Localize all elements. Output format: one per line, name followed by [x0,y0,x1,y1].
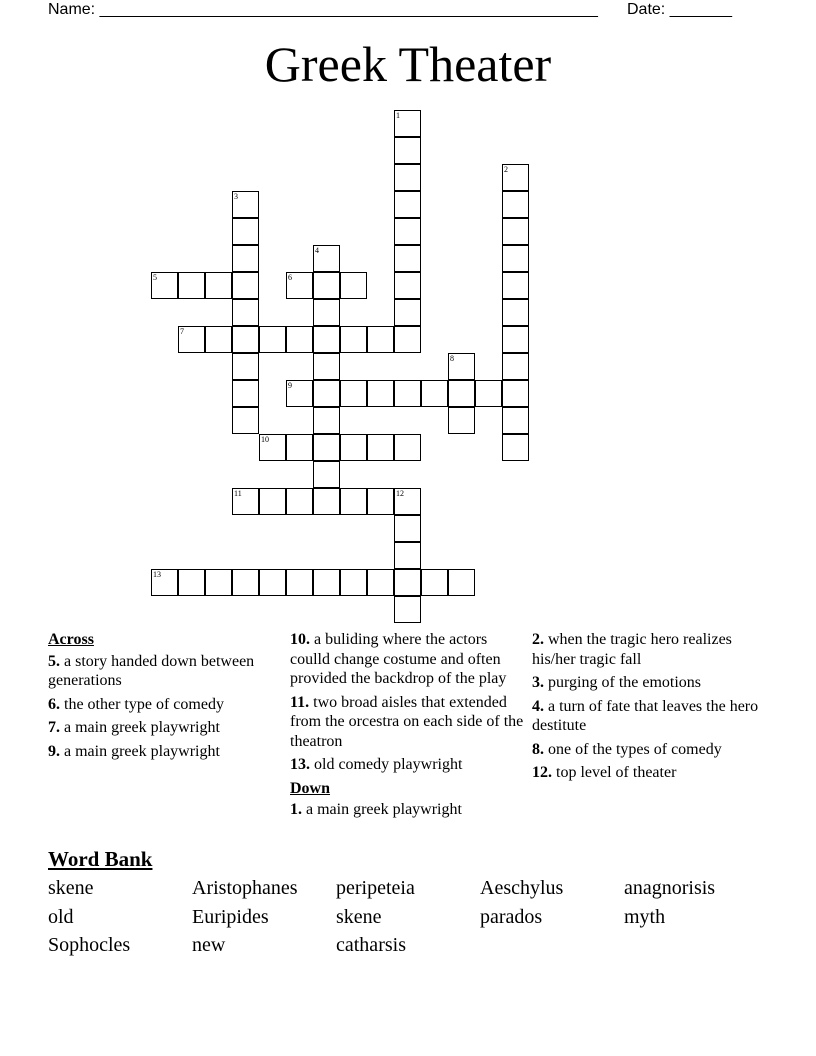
across-heading: Across [48,631,94,648]
grid-cell[interactable] [178,326,205,353]
grid-cell[interactable] [502,191,529,218]
cell-number: 5 [153,273,157,282]
grid-cell[interactable] [232,569,259,596]
grid-cell[interactable] [340,434,367,461]
grid-cell[interactable] [502,272,529,299]
grid-cell[interactable] [502,326,529,353]
grid-cell[interactable] [421,380,448,407]
grid-cell[interactable] [394,596,421,623]
grid-cell[interactable] [367,326,394,353]
grid-cell[interactable] [286,569,313,596]
grid-cell[interactable] [394,299,421,326]
grid-cell[interactable] [367,488,394,515]
clue-across-6: 6. the other type of comedy [48,695,224,713]
grid-cell[interactable] [232,245,259,272]
word-bank-item: old [48,905,74,928]
grid-cell[interactable] [394,218,421,245]
clue-down-8: 8. one of the types of comedy [532,740,722,758]
grid-cell[interactable] [502,164,529,191]
grid-cell[interactable] [394,542,421,569]
grid-cell[interactable] [394,434,421,461]
grid-cell[interactable] [394,569,421,596]
word-bank-title: Word Bank [48,847,153,871]
word-bank-item: Aeschylus [480,877,564,899]
grid-cell[interactable] [259,434,286,461]
grid-cell[interactable] [340,488,367,515]
cell-number: 13 [153,570,161,579]
grid-cell[interactable] [502,299,529,326]
grid-cell[interactable] [367,569,394,596]
clue-down-12: 12. top level of theater [532,764,677,781]
clue-across-11: 11. two broad aisles that extended from the orcestra on each side of the theatron [290,693,524,750]
grid-cell[interactable] [205,272,232,299]
grid-cell[interactable] [448,407,475,434]
grid-cell[interactable] [232,380,259,407]
cell-number: 2 [504,165,508,174]
word-bank-item: Aristophanes [192,877,298,899]
grid-cell[interactable] [394,326,421,353]
cell-number: 1 [396,111,400,120]
grid-cell[interactable] [313,272,340,299]
cell-number: 6 [288,273,292,282]
word-bank-item: peripeteia [336,877,415,899]
word-bank-item: myth [624,905,666,928]
grid-cell[interactable] [151,569,178,596]
grid-cell[interactable] [232,353,259,380]
grid-cell[interactable] [232,407,259,434]
grid-cell[interactable] [313,488,340,515]
grid-cell[interactable] [394,380,421,407]
clues-column-1 [48,630,280,765]
grid-cell[interactable] [340,272,367,299]
clue-across-13: 13. old comedy playwright [290,756,463,773]
word-bank-item: anagnorisis [624,877,716,899]
clues-column-2 [290,630,524,824]
grid-cell[interactable] [340,569,367,596]
grid-cell[interactable] [502,218,529,245]
word-bank-item: Sophocles [48,934,131,956]
word-bank-item: new [192,934,226,956]
cell-number: 4 [315,246,319,255]
cell-number: 10 [261,435,269,444]
grid-cell[interactable] [151,272,178,299]
grid-cell[interactable] [286,434,313,461]
grid-cell[interactable] [421,569,448,596]
grid-cell[interactable] [502,407,529,434]
name-field-label: Name: ________________________________________________________ [48,1,598,18]
grid-cell[interactable] [448,380,475,407]
cell-number: 11 [234,489,242,498]
clue-across-10: 10. a buliding where the actors coulld change costume and often provided the backdrop of the play [290,631,507,687]
grid-cell[interactable] [286,272,313,299]
grid-cell[interactable] [475,380,502,407]
grid-cell[interactable] [313,299,340,326]
grid-cell[interactable] [367,434,394,461]
grid-cell[interactable] [286,380,313,407]
grid-cell[interactable] [286,488,313,515]
word-bank [48,874,768,960]
clue-down-4: 4. a turn of fate that leaves the hero destitute [532,697,759,734]
word-bank-item: catharsis [336,934,406,956]
clue-down-1: 1. a main greek playwright [290,801,462,818]
grid-cell[interactable] [232,488,259,515]
grid-cell[interactable] [205,569,232,596]
cell-number: 3 [234,192,238,201]
grid-cell[interactable] [205,326,232,353]
grid-cell[interactable] [502,380,529,407]
clue-down-2: 2. when the tragic hero realizes his/her tragic fall [532,631,732,668]
grid-cell[interactable] [313,434,340,461]
grid-cell[interactable] [259,569,286,596]
grid-cell[interactable] [178,569,205,596]
cell-number: 8 [450,354,454,363]
grid-cell[interactable] [340,380,367,407]
cell-number: 9 [288,381,292,390]
grid-cell[interactable] [313,461,340,488]
grid-cell[interactable] [313,353,340,380]
grid-cell[interactable] [313,245,340,272]
puzzle-title: Greek Theater [264,36,552,92]
down-heading: Down [290,779,331,797]
grid-cell[interactable] [232,218,259,245]
grid-cell[interactable] [259,488,286,515]
grid-cell[interactable] [394,110,421,137]
clue-across-7: 7. a main greek playwright [48,719,220,736]
grid-cell[interactable] [448,353,475,380]
grid-cell[interactable] [502,353,529,380]
word-bank-item: skene [336,905,382,928]
grid-cell[interactable] [232,272,259,299]
grid-cell[interactable] [394,245,421,272]
grid-cell[interactable] [178,272,205,299]
grid-cell[interactable] [367,380,394,407]
cell-number: 12 [396,489,404,498]
grid-cell[interactable] [394,515,421,542]
grid-cell[interactable] [394,191,421,218]
grid-cell[interactable] [313,326,340,353]
grid-cell[interactable] [232,191,259,218]
grid-cell[interactable] [259,326,286,353]
cell-number: 7 [180,327,184,336]
grid-cell[interactable] [313,569,340,596]
clue-down-3: 3. purging of the emotions [532,674,702,691]
grid-cell[interactable] [394,488,421,515]
grid-cell[interactable] [502,434,529,461]
word-bank-item: parados [480,905,543,928]
clue-across-9: 9. a main greek playwright [48,742,220,760]
grid-cell[interactable] [286,326,313,353]
grid-cell[interactable] [448,569,475,596]
grid-cell[interactable] [232,326,259,353]
grid-cell[interactable] [232,299,259,326]
clues-column-3 [532,630,768,787]
word-bank-item: skene [48,877,94,899]
grid-cell[interactable] [394,164,421,191]
grid-cell[interactable] [502,245,529,272]
clue-across-5: 5. a story handed down between generations [48,652,255,689]
grid-cell[interactable] [340,326,367,353]
grid-cell[interactable] [313,380,340,407]
grid-cell[interactable] [394,272,421,299]
grid-cell[interactable] [394,137,421,164]
grid-cell[interactable] [313,407,340,434]
date-field-label: Date: _______ [627,1,732,18]
word-bank-item: Euripides [192,905,269,928]
